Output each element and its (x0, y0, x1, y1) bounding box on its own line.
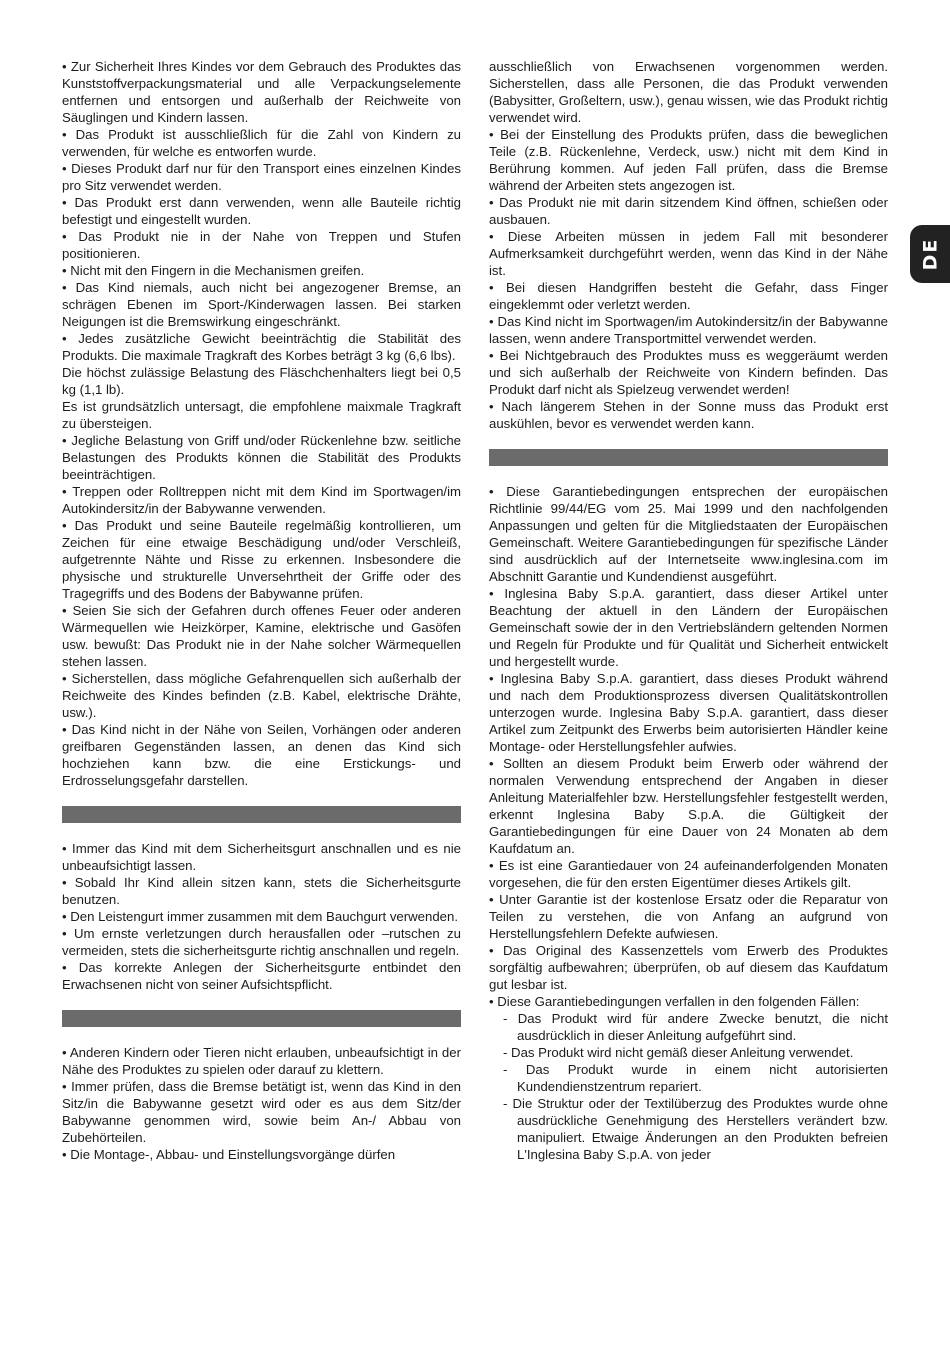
paragraph: Es ist grundsätzlich untersagt, die empfohlene maixmale Tragkraft zu übersteigen. (62, 399, 461, 431)
paragraph: • Das Kind nicht in der Nähe von Seilen, Vorhängen oder anderen greifbaren Gegenständen lassen, an denen das Kind sich hochziehen kann bzw. die eine Erstickungs- und Erdrosselungsgefahr darstellen. (62, 722, 461, 788)
paragraph: • Sicherstellen, dass mögliche Gefahrenquellen sich außerhalb der Reichweite des Kindes befinden (z.B. Kabel, elektrische Drähte, usw.). (62, 671, 461, 720)
sub-item: - Das Produkt wird nicht gemäß dieser Anleitung verwendet. (503, 1045, 854, 1060)
paragraph: • Diese Garantiebedingungen entsprechen der europäischen Richtlinie 99/44/EG vom 25. Mai 1999 und den nachfolgenden Anpassungen und gelten für die Mitgliedstaaten der Europäischen Gemeinschaft. Weitere Garantiebedingungen für spezifische Länder sind ausdrücklich auf der Internetseite www.inglesina.com im Abschnitt Garantie und Kundendienst ausgeführt. (489, 484, 888, 584)
paragraph: • Jedes zusätzliche Gewicht beeinträchtig die Stabilität des Produkts. Die maximale Tragkraft des Korbes beträgt 3 kg (6,6 lbs). (62, 331, 461, 363)
paragraph: • Das Produkt ist ausschließlich für die Zahl von Kindern zu verwenden, für welche es entworfen wurde. (62, 127, 461, 159)
paragraph: • Das Kind niemals, auch nicht bei angezogener Bremse, an schrägen Ebenen im Sport-/Kinderwagen lassen. Bei starken Neigungen ist die Bremswirkung eingeschränkt. (62, 280, 461, 329)
paragraph: • Die Montage-, Abbau- und Einstellungsvorgänge dürfen (62, 1147, 396, 1162)
paragraph: • Nach längerem Stehen in der Sonne muss das Produkt erst auskühlen, bevor es verwendet werden kann. (489, 399, 888, 431)
sub-item: - Das Produkt wurde in einem nicht autorisierten Kundendienstzentrum repariert. (503, 1062, 888, 1094)
paragraph: • Das korrekte Anlegen der Sicherheitsgurte entbindet den Erwachsenen nicht von seiner Aufsichtspflicht. (62, 960, 461, 992)
paragraph: • Um ernste verletzungen durch herausfallen oder –rutschen zu vermeiden, stets die sicherheitsgurte richtig anschnallen und regeln. (62, 926, 461, 958)
paragraph: • Den Leistengurt immer zusammen mit dem Bauchgurt verwenden. (62, 909, 459, 924)
section-header-bar (62, 806, 461, 823)
paragraph: • Inglesina Baby S.p.A. garantiert, dass dieser Artikel unter Beachtung der aktuell in den Ländern der Europäischen Gemeinschaft sowie der in den Vertriebsländern geltenden Normen und Regeln für Produkte und für Qualität und Sicherheit entwickelt und hergestellt wurde. (489, 586, 888, 669)
paragraph: • Das Produkt nie in der Nahe von Treppen und Stufen positionieren. (62, 229, 461, 261)
maintenance-list (62, 1044, 461, 1163)
warnings-list (62, 58, 461, 789)
paragraph: • Das Produkt nie mit darin sitzendem Kind öffnen, schießen oder ausbauen. (489, 195, 888, 227)
paragraph: • Das Produkt und seine Bauteile regelmäßig kontrollieren, um Zeichen für eine etwaige Beschädigung und/oder Verschleiß, aufgetrennte Nähte und Risse zu erkennen. Insbesondere die physische und strukturelle Unversehrtheit der Griffe oder des Tragegriffs und des Bodens der Babywanne prüfen. (62, 518, 461, 601)
paragraph: • Jegliche Belastung von Griff und/oder Rückenlehne bzw. seitliche Belastungen des Produkts können die Stabilität des Produkts beeinträchtigen. (62, 433, 461, 482)
section-header-bar (62, 1010, 461, 1027)
paragraph: • Diese Arbeiten müssen in jedem Fall mit besonderer Aufmerksamkeit durchgeführt werden, wenn das Kind in der Nähe ist. (489, 229, 888, 278)
paragraph: • Seien Sie sich der Gefahren durch offenes Feuer oder anderen Wärmequellen wie Heizkörper, Kamine, elektrische und Gasöfen usw. bewußt: Das Produkt nie in der Nahe solcher Wärmequellen stehen lassen. (62, 603, 461, 669)
section-header-bar (489, 449, 888, 466)
paragraph: • Zur Sicherheit Ihres Kindes vor dem Gebrauch des Produktes das Kunststoffverpackungsmaterial und alle Verpackungselemente entfernen und entsorgen und außerhalb der Reichweite von Säuglingen und Kindern lassen. (62, 59, 461, 125)
paragraph: Die höchst zulässige Belastung des Fläschchenhalters liegt bei 0,5 kg (1,1 lb). (62, 365, 461, 397)
paragraph: • Nicht mit den Fingern in die Mechanismen greifen. (62, 263, 365, 278)
maintenance-list-continued (489, 58, 888, 432)
paragraph: • Inglesina Baby S.p.A. garantiert, dass dieses Produkt während und nach dem Produktionsprozess diversen Qualitätskontrollen unterzogen wurde. Inglesina Baby S.p.A. garantiert, dass dieser Artikel zum Zeitpunkt des Erwerbs beim autorisierten Händler keine Montage- oder Herstellungsfehler aufwies. (489, 671, 888, 754)
paragraph: • Bei Nichtgebrauch des Produktes muss es weggeräumt werden und sich außerhalb der Reichweite von Kindern befinden. Das Produkt darf nicht als Spielzeug verwendet werden! (489, 348, 888, 397)
paragraph: • Dieses Produkt darf nur für den Transport eines einzelnen Kindes pro Sitz verwendet werden. (62, 161, 461, 193)
paragraph: • Bei diesen Handgriffen besteht die Gefahr, dass Finger eingeklemmt oder verletzt werden. (489, 280, 888, 312)
paragraph: • Sobald Ihr Kind allein sitzen kann, stets die Sicherheitsgurte benutzen. (62, 875, 461, 907)
language-tab-label: DE (918, 237, 941, 271)
paragraph: • Das Kind nicht im Sportwagen/im Autokindersitz/in der Babywanne lassen, wenn andere Transportmittel verwendet werden. (489, 314, 888, 346)
sub-item: - Das Produkt wird für andere Zwecke benutzt, die nicht ausdrücklich in dieser Anleitung aufgeführt sind. (503, 1011, 888, 1043)
paragraph: • Das Produkt erst dann verwenden, wenn alle Bauteile richtig befestigt und eingestellt wurden. (62, 195, 461, 227)
paragraph: • Anderen Kindern oder Tieren nicht erlauben, unbeaufsichtigt in der Nähe des Produktes zu spielen oder darauf zu klettern. (62, 1045, 461, 1077)
sub-item: - Die Struktur oder der Textilüberzug des Produktes wurde ohne ausdrückliche Genehmigung des Herstellers verändert bzw. manipuliert. Etwaige Änderungen an den Produkten befreien L'Inglesina Baby S.p.A. von jeder (503, 1096, 888, 1162)
warranty-list (489, 483, 888, 1163)
paragraph: • Diese Garantiebedingungen verfallen in den folgenden Fällen: (489, 994, 860, 1009)
safety-belt-list (62, 840, 461, 993)
paragraph: ausschließlich von Erwachsenen vorgenommen werden. Sicherstellen, dass alle Personen, die das Produkt verwenden (Babysitter, Großeltern, usw.), genau wissen, wie das Produkt richtig verwendet wird. (489, 59, 888, 125)
paragraph: • Immer prüfen, dass die Bremse betätigt ist, wenn das Kind in den Sitz/in die Babywanne gesetzt wird oder es aus dem Sitz/der Babywanne genommen wird, sowie beim An-/ Abbau von Zubehörteilen. (62, 1079, 461, 1145)
paragraph: • Immer das Kind mit dem Sicherheitsgurt anschnallen und es nie unbeaufsichtigt lassen. (62, 841, 461, 873)
left-column (62, 58, 461, 1163)
paragraph: • Es ist eine Garantiedauer von 24 aufeinanderfolgenden Monaten vorgesehen, die für den ersten Eigentümer dieses Artikels gilt. (489, 858, 888, 890)
paragraph: • Sollten an diesem Produkt beim Erwerb oder während der normalen Verwendung entsprechend der Angaben in dieser Anleitung Materialfehler bzw. Herstellungsfehler festgestellt werden, erkennt Inglesina Baby S.p.A. die Gültigkeit der Garantiebedingungen für eine Dauer von 24 Monaten ab dem Kaufdatum an. (489, 756, 888, 856)
right-column (489, 58, 888, 1163)
language-tab (910, 225, 950, 283)
paragraph: • Das Original des Kassenzettels vom Erwerb des Produktes sorgfältig aufbewahren; überprüfen, ob auf diesem das Kaufdatum gut lesbar ist. (489, 943, 888, 992)
paragraph: • Unter Garantie ist der kostenlose Ersatz oder die Reparatur von Teilen zu verstehen, die von Anfang an aufgrund von Herstellungsfehlern Defekte aufwiesen. (489, 892, 888, 941)
paragraph: • Treppen oder Rolltreppen nicht mit dem Kind im Sportwagen/im Autokindersitz/in der Babywanne verwenden. (62, 484, 461, 516)
paragraph: • Bei der Einstellung des Produkts prüfen, dass die beweglichen Teile (z.B. Rückenlehne, Verdeck, usw.) nicht mit dem Kind in Berührung kommen. Auf jeden Fall prüfen, dass die Bremse während der Arbeiten stets angezogen ist. (489, 127, 888, 193)
